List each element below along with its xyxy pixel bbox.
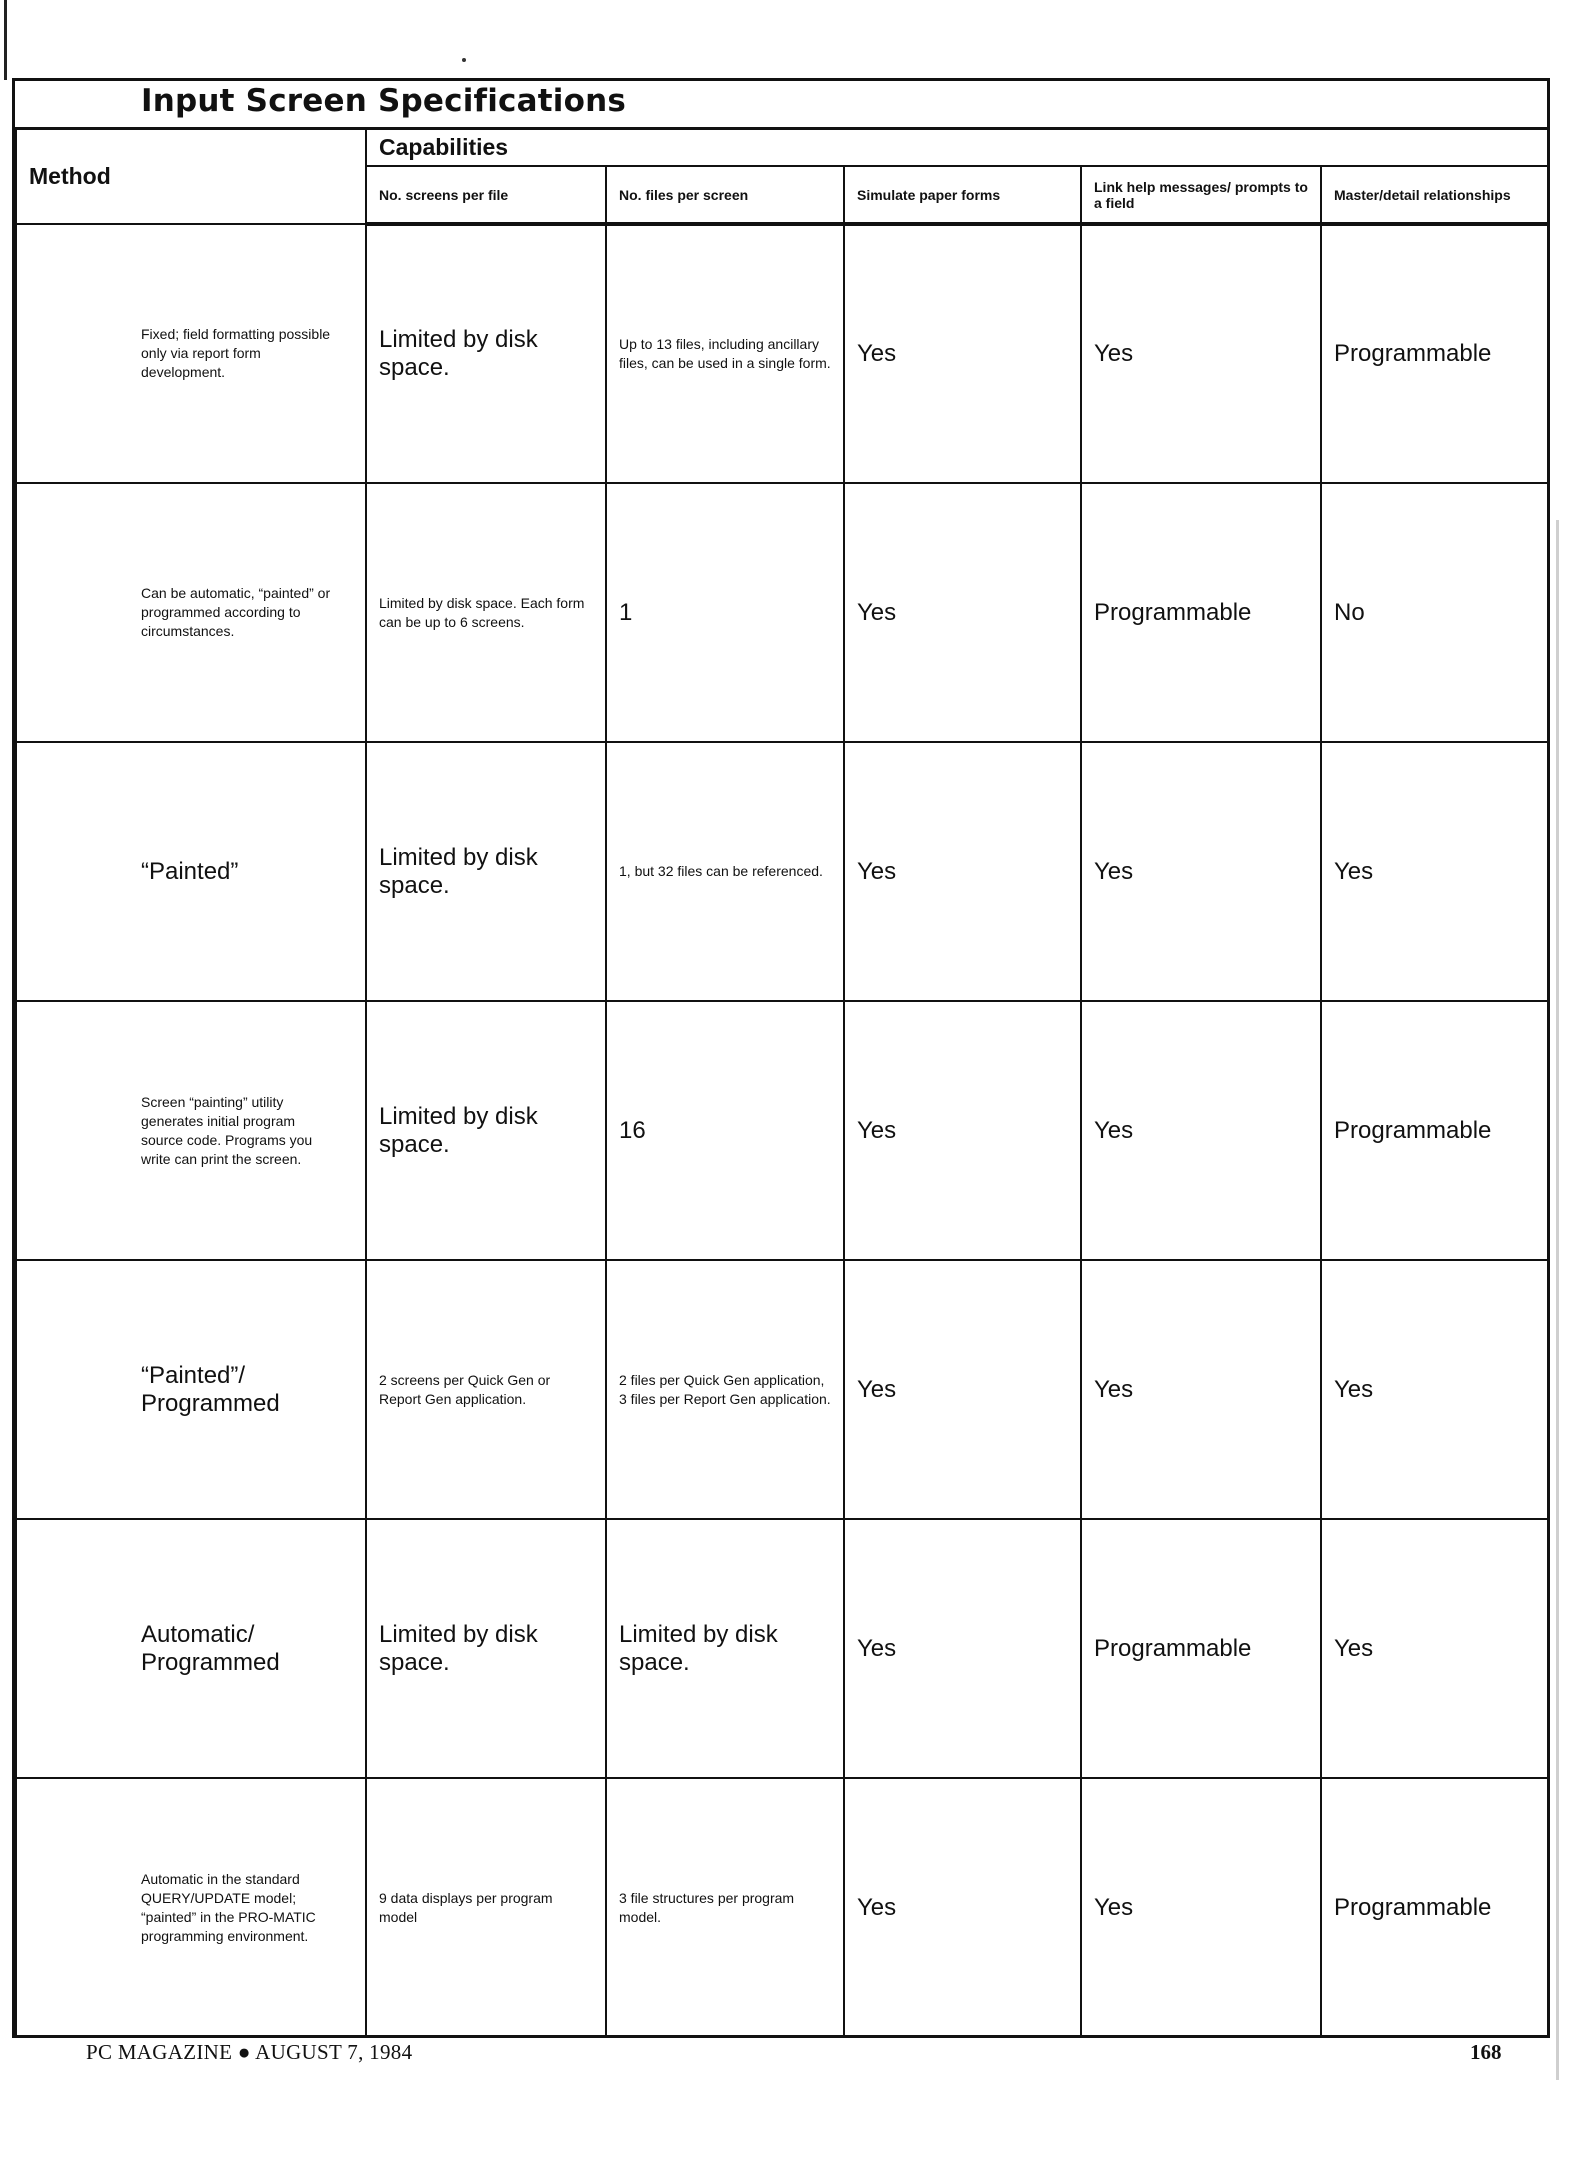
header-row-top <box>16 128 1548 166</box>
table-cell: Up to 13 files, including ancillary files, can be used in a single form. <box>606 224 844 483</box>
table-cell: Yes <box>844 224 1081 483</box>
method-cell: “Painted”/ Programmed <box>16 1260 366 1519</box>
page-number: 168 <box>1470 2040 1502 2064</box>
scan-edge <box>4 0 7 80</box>
table-row <box>16 1519 1548 1778</box>
table-row <box>16 483 1548 742</box>
column-header: Master/detail relationships <box>1321 166 1548 224</box>
column-header: No. files per screen <box>606 166 844 224</box>
scan-speck <box>462 58 466 62</box>
table-cell: Yes <box>844 742 1081 1001</box>
table-cell: Yes <box>844 483 1081 742</box>
column-header: No. screens per file <box>366 166 606 224</box>
method-cell: Fixed; field formatting possible only via report form development. <box>16 224 366 483</box>
table-cell: 2 screens per Quick Gen or Report Gen application. <box>366 1260 606 1519</box>
table-cell: Yes <box>1321 742 1548 1001</box>
table-cell: Programmable <box>1321 224 1548 483</box>
table-cell: 3 file structures per program model. <box>606 1778 844 2037</box>
title-bar <box>15 81 1547 130</box>
table-cell: Yes <box>844 1001 1081 1260</box>
method-cell: Automatic in the standard QUERY/UPDATE model; “painted” in the PRO-MATIC programming environment. <box>16 1778 366 2037</box>
scan-edge-right <box>1556 520 1559 2080</box>
table-cell: Limited by disk space. <box>606 1519 844 1778</box>
table-cell: Limited by disk space. Each form can be up to 6 screens. <box>366 483 606 742</box>
table-cell: Programmable <box>1081 483 1321 742</box>
table-cell: Yes <box>1321 1519 1548 1778</box>
method-cell: “Painted” <box>16 742 366 1001</box>
table-cell: Yes <box>844 1260 1081 1519</box>
method-cell: Can be automatic, “painted” or programmed according to circumstances. <box>16 483 366 742</box>
spec-table-frame <box>12 78 1550 2038</box>
table-row <box>16 1001 1548 1260</box>
table-cell: Yes <box>1081 1260 1321 1519</box>
table-cell: Yes <box>1321 1260 1548 1519</box>
table-cell: Programmable <box>1081 1519 1321 1778</box>
method-cell: Automatic/ Programmed <box>16 1519 366 1778</box>
method-cell: Screen “painting” utility generates initial program source code. Programs you write can print the screen. <box>16 1001 366 1260</box>
table-cell: 1 <box>606 483 844 742</box>
table-row <box>16 1778 1548 2037</box>
table-cell: 1, but 32 files can be referenced. <box>606 742 844 1001</box>
table-cell: Limited by disk space. <box>366 1519 606 1778</box>
table-cell: Yes <box>1081 224 1321 483</box>
table-cell: Limited by disk space. <box>366 742 606 1001</box>
table-cell: Limited by disk space. <box>366 1001 606 1260</box>
table-row <box>16 742 1548 1001</box>
table-cell: Yes <box>1081 1778 1321 2037</box>
table-cell: Yes <box>844 1778 1081 2037</box>
column-header: Simulate paper forms <box>844 166 1081 224</box>
table-cell: Programmable <box>1321 1001 1548 1260</box>
page-title: Input Screen Specifications <box>141 83 626 119</box>
footer-publication: PC MAGAZINE ● AUGUST 7, 1984 <box>86 2040 413 2064</box>
header-method: Method <box>16 128 366 224</box>
table-cell: Yes <box>1081 1001 1321 1260</box>
table-cell: Programmable <box>1321 1778 1548 2037</box>
table-cell: Limited by disk space. <box>366 224 606 483</box>
table-cell: No <box>1321 483 1548 742</box>
table-row <box>16 224 1548 483</box>
header-capabilities: Capabilities <box>366 128 1548 166</box>
column-header: Link help messages/ prompts to a field <box>1081 166 1321 224</box>
table-cell: Yes <box>1081 742 1321 1001</box>
table-cell: Yes <box>844 1519 1081 1778</box>
table-row <box>16 1260 1548 1519</box>
table-cell: 16 <box>606 1001 844 1260</box>
spec-table <box>15 127 1549 2038</box>
table-cell: 2 files per Quick Gen application, 3 files per Report Gen application. <box>606 1260 844 1519</box>
table-cell: 9 data displays per program model <box>366 1778 606 2037</box>
